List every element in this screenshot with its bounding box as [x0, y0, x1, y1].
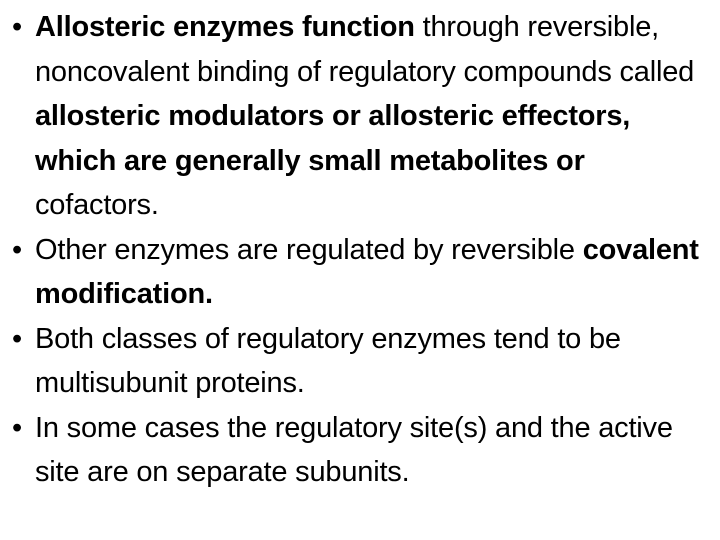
bullet-dot-icon: •: [12, 11, 22, 43]
bullet-dot-icon: •: [12, 411, 22, 444]
bullet-list: [7, 5, 712, 495]
bold-term-covalent-modification: covalent modification.: [35, 233, 699, 310]
bullet-multisubunit: [7, 317, 712, 406]
bold-term-allosteric-enzymes: Allosteric enzymes function: [35, 11, 415, 43]
body-text: through reversible, noncovalent binding of regulatory compounds called: [35, 11, 695, 88]
bullet-allosteric-enzymes: [7, 5, 712, 228]
bold-term-allosteric-modulators: allosteric modulators or allosteric effectors, which are generally small metabolites or: [35, 100, 631, 177]
bullet-separate-subunits: [7, 406, 712, 495]
bullet-covalent-modification: [7, 228, 712, 317]
body-text: In some cases the regulatory site(s) and the active site are on separate subunits.: [35, 411, 673, 488]
body-text: cofactors.: [35, 189, 159, 221]
bullet-dot-icon: •: [12, 322, 22, 355]
body-text: Both classes of regulatory enzymes tend to be multisubunit proteins.: [35, 322, 621, 399]
body-text: Other enzymes are regulated by reversible: [35, 233, 583, 266]
bullet-dot-icon: •: [12, 233, 22, 266]
